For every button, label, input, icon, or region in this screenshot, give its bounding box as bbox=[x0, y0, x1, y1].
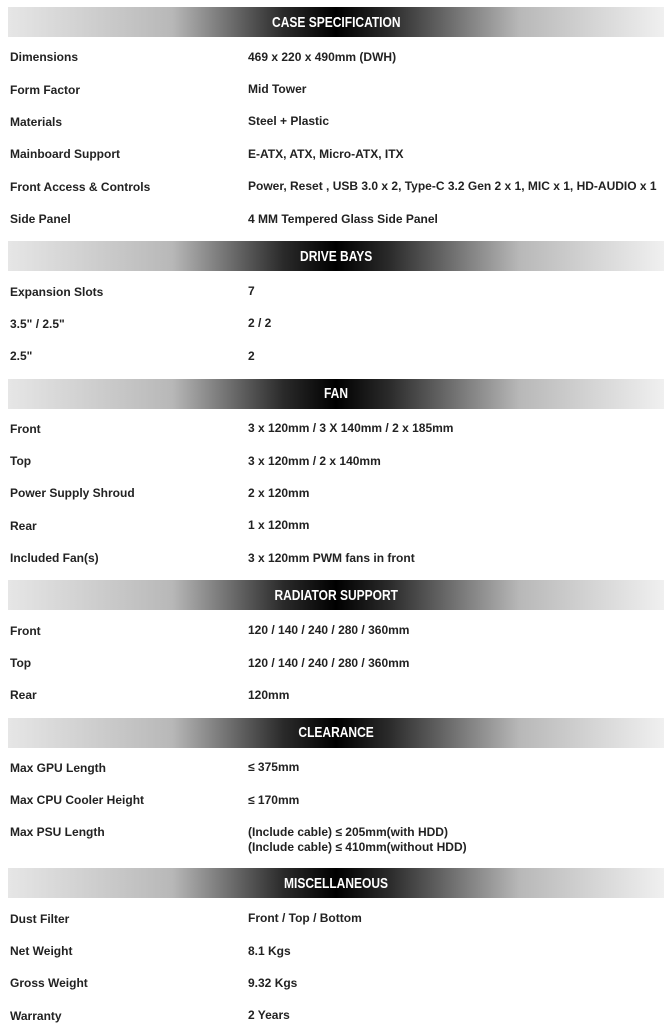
spec-value: 2 Years bbox=[248, 1008, 290, 1023]
spec-value: 2 bbox=[248, 348, 255, 363]
spec-label: Rear bbox=[10, 688, 37, 703]
spec-row bbox=[0, 73, 664, 105]
spec-row bbox=[0, 1000, 664, 1032]
spec-row bbox=[0, 902, 664, 934]
spec-label: Power Supply Shroud bbox=[10, 486, 135, 501]
spec-value: E-ATX, ATX, Micro-ATX, ITX bbox=[248, 146, 404, 161]
spec-label: Dust Filter bbox=[10, 911, 70, 926]
spec-value: Front / Top / Bottom bbox=[248, 911, 362, 926]
section-clearance bbox=[0, 718, 664, 863]
spec-value: ≤ 375mm bbox=[248, 760, 300, 775]
spec-row bbox=[0, 752, 664, 784]
spec-value: Power, Reset , USB 3.0 x 2, Type-C 3.2 Gen 2 x 1, MIC x 1, HD-AUDIO x 1 bbox=[248, 179, 657, 194]
spec-row bbox=[0, 275, 664, 307]
spec-label: Max CPU Cooler Height bbox=[10, 793, 145, 808]
spec-label: Top bbox=[10, 656, 32, 671]
spec-row bbox=[0, 308, 664, 340]
spec-label: Dimensions bbox=[10, 50, 79, 65]
spec-value: 120 / 140 / 240 / 280 / 360mm bbox=[248, 655, 410, 670]
section-header bbox=[8, 7, 664, 37]
spec-row bbox=[0, 477, 664, 509]
section-title: CLEARANCE bbox=[298, 724, 374, 742]
spec-row bbox=[0, 510, 664, 542]
spec-label: Max PSU Length bbox=[10, 825, 105, 840]
spec-label: Front bbox=[10, 623, 41, 638]
section-radiator-support bbox=[0, 580, 664, 711]
spec-label: Mainboard Support bbox=[10, 147, 120, 162]
spec-row bbox=[0, 41, 664, 73]
section-header bbox=[8, 580, 664, 610]
section-header bbox=[8, 379, 664, 409]
spec-label: Max GPU Length bbox=[10, 760, 107, 775]
spec-label: Front Access & Controls bbox=[10, 179, 151, 194]
spec-value: 3 x 120mm PWM fans in front bbox=[248, 550, 415, 565]
spec-label: Rear bbox=[10, 518, 37, 533]
spec-value: 3 x 120mm / 3 X 140mm / 2 x 185mm bbox=[248, 421, 454, 436]
section-drive-bays bbox=[0, 241, 664, 372]
spec-row bbox=[0, 171, 664, 203]
spec-value: Steel + Plastic bbox=[248, 114, 330, 129]
spec-label: Top bbox=[10, 454, 32, 469]
spec-row bbox=[0, 542, 664, 574]
section-miscellaneous bbox=[0, 868, 664, 1032]
section-title: MISCELLANEOUS bbox=[283, 874, 388, 892]
section-header bbox=[8, 241, 664, 271]
spec-label: 2.5" bbox=[10, 349, 33, 364]
spec-label: Gross Weight bbox=[10, 976, 88, 991]
spec-value: 1 x 120mm bbox=[248, 518, 310, 533]
section-title: DRIVE BAYS bbox=[299, 247, 373, 265]
spec-row bbox=[0, 138, 664, 170]
spec-row bbox=[0, 816, 664, 862]
spec-value: (Include cable) ≤ 205mm(with HDD) (Include cable) ≤ 410mm(without HDD) bbox=[248, 825, 467, 855]
spec-row bbox=[0, 967, 664, 999]
spec-row bbox=[0, 203, 664, 235]
spec-label: Front bbox=[10, 421, 41, 436]
section-header bbox=[8, 868, 664, 898]
spec-row bbox=[0, 784, 664, 816]
spec-value: 8.1 Kgs bbox=[248, 943, 291, 958]
spec-value: ≤ 170mm bbox=[248, 792, 300, 807]
spec-label: Included Fan(s) bbox=[10, 551, 99, 566]
spec-value: Mid Tower bbox=[248, 82, 307, 97]
section-title: FAN bbox=[324, 385, 348, 403]
spec-label: 3.5" / 2.5" bbox=[10, 316, 65, 331]
spec-label: Materials bbox=[10, 114, 63, 129]
spec-value: 3 x 120mm / 2 x 140mm bbox=[248, 453, 381, 468]
section-title: RADIATOR SUPPORT bbox=[274, 586, 398, 604]
spec-value: 469 x 220 x 490mm (DWH) bbox=[248, 49, 397, 64]
spec-value: 9.32 Kgs bbox=[248, 975, 298, 990]
spec-label: Expansion Slots bbox=[10, 284, 104, 299]
spec-value: 4 MM Tempered Glass Side Panel bbox=[248, 211, 438, 226]
spec-value: 120 / 140 / 240 / 280 / 360mm bbox=[248, 623, 410, 638]
spec-row bbox=[0, 935, 664, 967]
spec-row bbox=[0, 614, 664, 646]
spec-row bbox=[0, 413, 664, 445]
spec-value: 2 x 120mm bbox=[248, 485, 310, 500]
spec-value: 7 bbox=[248, 284, 255, 299]
spec-label: Side Panel bbox=[10, 212, 71, 227]
spec-row bbox=[0, 340, 664, 372]
section-header bbox=[8, 718, 664, 748]
spec-row bbox=[0, 106, 664, 138]
spec-value: 2 / 2 bbox=[248, 316, 272, 331]
spec-row bbox=[0, 647, 664, 679]
spec-label: Warranty bbox=[10, 1008, 62, 1023]
spec-row bbox=[0, 445, 664, 477]
spec-value: 120mm bbox=[248, 687, 290, 702]
section-fan bbox=[0, 379, 664, 575]
section-title: CASE SPECIFICATION bbox=[271, 13, 401, 31]
spec-row bbox=[0, 679, 664, 711]
spec-label: Form Factor bbox=[10, 82, 81, 97]
section-case-specification bbox=[0, 7, 664, 235]
spec-label: Net Weight bbox=[10, 944, 73, 958]
